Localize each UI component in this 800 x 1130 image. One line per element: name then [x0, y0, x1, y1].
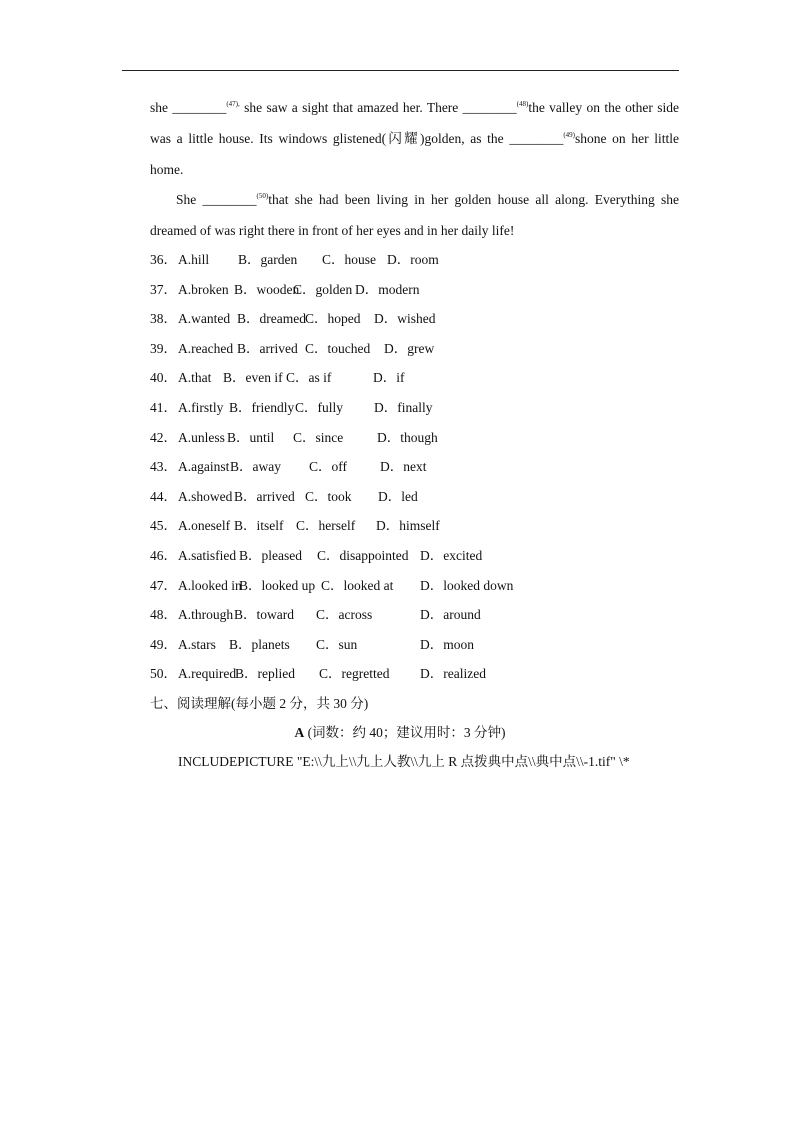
question-number: 42．: [150, 429, 177, 445]
passage-text: shone on her little home.: [150, 131, 679, 177]
option-d: D．himself: [376, 518, 440, 534]
option-a: A.that: [178, 370, 212, 386]
option-c: C．fully: [295, 399, 344, 415]
passage-text: she saw a sight that amazed her. There ________: [239, 100, 517, 115]
option-a: A.stars: [178, 636, 216, 652]
option-d: D．excited: [420, 547, 483, 563]
option-b: B．planets: [229, 636, 290, 652]
option-b: B．until: [227, 429, 275, 445]
option-d: D．though: [377, 429, 438, 445]
question-number: 37．: [150, 281, 177, 297]
option-c: C．hoped: [305, 311, 361, 327]
option-a: A.wanted: [178, 311, 231, 327]
blank-number-48: (48): [516, 100, 529, 108]
option-d: D．room: [387, 252, 439, 267]
option-d: D．moon: [420, 636, 474, 652]
option-a: A.satisfied: [178, 547, 237, 563]
option-c: C．regretted: [319, 666, 390, 682]
option-a: A.showed: [178, 488, 233, 504]
question-number: 50．: [150, 666, 177, 682]
question-number: 47．: [150, 577, 177, 593]
option-b: B．toward: [234, 607, 294, 623]
passage-letter: A: [294, 725, 305, 740]
option-d: D．grew: [384, 340, 435, 356]
option-a: A.firstly: [178, 399, 224, 415]
question-number: 48．: [150, 607, 177, 623]
option-b: B．even if: [223, 370, 283, 386]
question-number: 36．: [150, 252, 177, 267]
option-a: A.broken: [178, 281, 229, 297]
option-c: C．off: [309, 459, 348, 475]
include-picture-field: INCLUDEPICTURE "E:\\九上\\九上人教\\九上 R 点拨典中点\\典中点\\-1.tif" \*: [178, 754, 630, 769]
option-b: B．away: [230, 459, 281, 475]
question-number: 46．: [150, 547, 177, 563]
passage-text: She ________: [176, 192, 257, 207]
question-number: 38．: [150, 311, 177, 327]
option-b: B．looked up: [239, 577, 316, 593]
option-b: B．arrived: [234, 488, 295, 504]
option-c: C．looked at: [321, 577, 394, 593]
option-c: C．as if: [286, 370, 332, 386]
option-b: B．replied: [235, 666, 295, 682]
option-d: D．around: [420, 607, 481, 623]
question-number: 39．: [150, 340, 177, 356]
option-a: A.looked in: [178, 577, 242, 593]
question-number: 40．: [150, 370, 177, 386]
option-b: B．dreamed: [237, 311, 306, 327]
option-b: B．wooden: [234, 281, 300, 297]
passage-paragraph-1: [150, 92, 679, 185]
option-a: A.unless: [178, 429, 225, 445]
option-c: C．house: [322, 252, 376, 267]
option-d: D．looked down: [420, 577, 514, 593]
question-number: 44．: [150, 488, 177, 504]
question-number: 45．: [150, 518, 177, 534]
passage-subtitle: [0, 721, 800, 745]
passage-text: the valley on the other side was a little house. Its windows glistened(闪耀)golden, as the ________: [150, 100, 679, 146]
option-d: D．led: [378, 488, 418, 504]
passage-info: (词数：约 40；建议用时：3 分钟): [304, 725, 506, 740]
option-d: D．next: [380, 459, 427, 475]
blank-number-49: (49): [563, 131, 576, 139]
option-c: C．touched: [305, 340, 371, 356]
option-c: C．golden: [293, 281, 353, 297]
option-d: D．if: [373, 370, 405, 386]
option-c: C．took: [305, 488, 352, 504]
top-rule: [122, 70, 679, 71]
option-d: D．finally: [374, 399, 433, 415]
passage-paragraph-2: [150, 184, 679, 246]
passage-text: she ________: [150, 100, 227, 115]
option-a: A.through: [178, 607, 234, 623]
option-a: A.reached: [178, 340, 234, 356]
option-b: B．friendly: [229, 399, 295, 415]
option-c: C．across: [316, 607, 373, 623]
option-a: A.oneself: [178, 518, 231, 534]
option-c: C．sun: [316, 636, 358, 652]
option-a: A.required: [178, 666, 237, 682]
passage-text: that she had been living in her golden house all along. Everything she dreamed of was right there in front of her eyes and in her daily life!: [150, 192, 679, 238]
option-c: C．disappointed: [317, 547, 409, 563]
blank-number-47: (47),: [226, 100, 240, 108]
option-a: A.against: [178, 459, 230, 475]
question-number: 41．: [150, 399, 177, 415]
option-b: B．pleased: [239, 547, 302, 563]
option-b: B．itself: [234, 518, 284, 534]
option-d: D．realized: [420, 666, 486, 682]
option-d: D．wished: [374, 311, 436, 327]
question-number: 43．: [150, 459, 177, 475]
option-b: B．garden: [238, 252, 298, 267]
section-title: 七、阅读理解(每小题 2 分，共 30 分): [150, 696, 369, 711]
question-number: 49．: [150, 636, 177, 652]
option-c: C．herself: [296, 518, 356, 534]
blank-number-50: (50): [256, 192, 269, 200]
option-b: B．arrived: [237, 340, 298, 356]
option-d: D．modern: [355, 281, 420, 297]
option-c: C．since: [293, 429, 344, 445]
option-a: A.hill: [178, 252, 210, 267]
